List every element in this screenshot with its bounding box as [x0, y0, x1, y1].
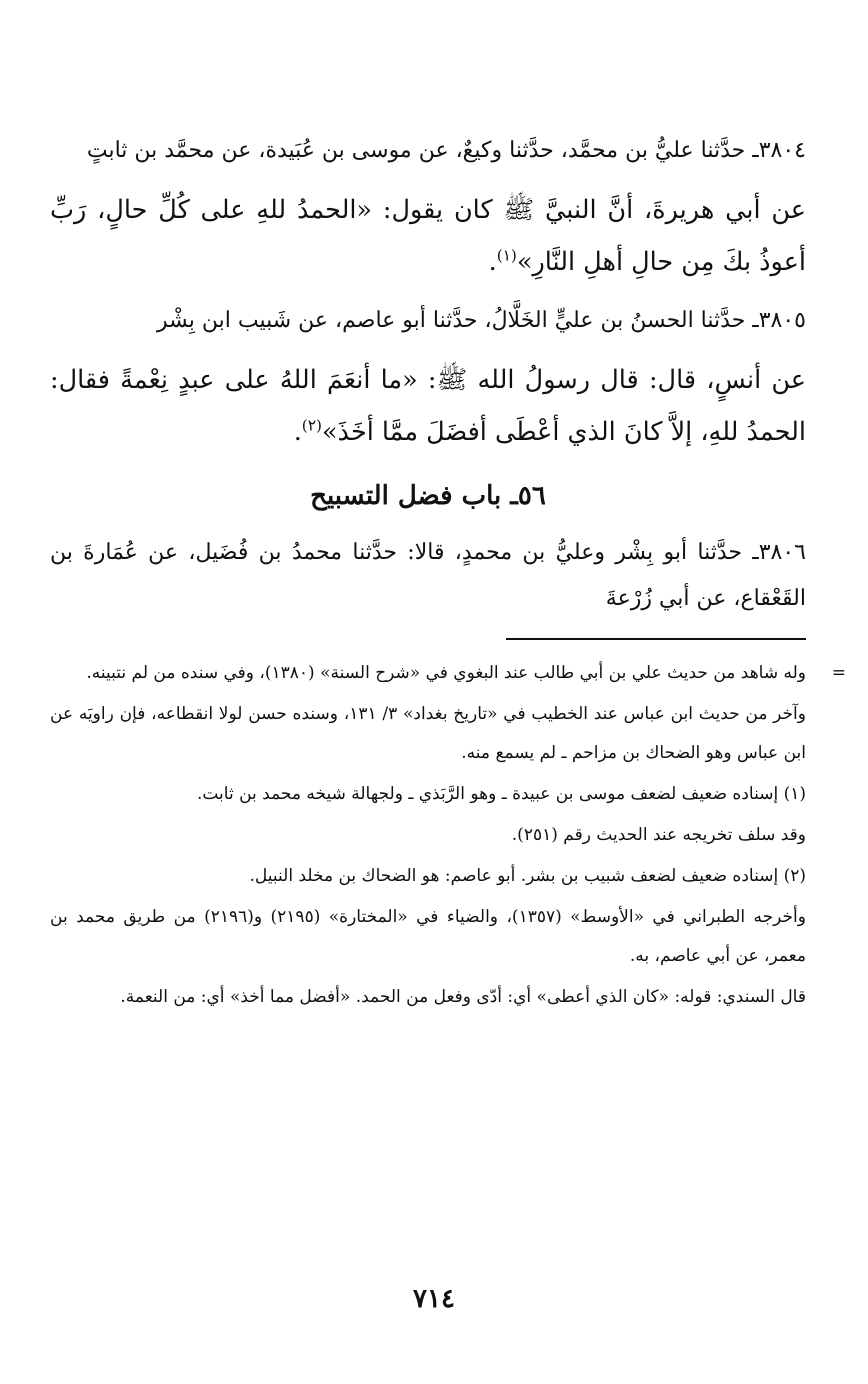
footnote-line: وأخرجه الطبراني في «الأوسط» (١٣٥٧)، والضياء في «المختارة» (٢١٩٥) و(٢١٩٦) من طريق محمد بن معمر، عن أبي عاصم، به.: [50, 907, 806, 966]
hadith-3804-matn-text: عن أبي هريرةَ، أنَّ النبيَّ ﷺ كان يقول: «الحمدُ للهِ على كُلِّ حالٍ، رَبِّ أعوذُ بكَ مِن حالِ أهلِ النَّارِ»: [50, 195, 806, 277]
footnote-line: وقد سلف تخريجه عند الحديث رقم (٢٥١).: [511, 825, 806, 845]
hadith-3805-end: .: [293, 417, 302, 447]
footnote-ref-1[interactable]: (١): [496, 246, 517, 265]
book-page: [50, 128, 846, 1019]
page-number: ٧١٤: [413, 1284, 455, 1314]
hadith-3805-matn: [50, 354, 806, 458]
hadith-3805-matn-text: عن أنسٍ، قال: قال رسولُ الله ﷺ: «ما أنعَمَ اللهُ على عبدٍ نِعْمةً فقال: الحمدُ للهِ، إلاَّ كانَ الذي أعْطَى أفضَلَ ممَّا أخَذَ»: [50, 365, 806, 447]
hadith-3804-end: .: [488, 247, 497, 277]
footnote-line: قال السندي: قوله: «كان الذي أعطى» أي: أدّى وفعل من الحمد. «أفضل مما أخذ» أي: من النعمة.: [120, 987, 806, 1007]
footnote-divider: [506, 638, 806, 640]
continuation-mark: =: [831, 663, 846, 683]
footnote-1: (١) إسناده ضعيف لضعف موسى بن عبيدة ـ وهو الرَّبَذي ـ ولجهالة شيخه محمد بن ثابت.: [196, 784, 806, 804]
hadith-3805-isnad: ٣٨٠٥ـ حدَّثنا الحسنُ بن عليٍّ الخَلَّالُ، حدَّثنا أبو عاصم، عن شَبيب ابن بِشْر: [157, 308, 806, 333]
hadith-3804-matn: [50, 184, 806, 288]
footnotes-section: [50, 654, 846, 1017]
chapter-title: ٥٦ـ باب فضل التسبيح: [310, 481, 546, 511]
footnote-line: [50, 654, 846, 693]
footnote-line-text: وله شاهد من حديث علي بن أبي طالب عند البغوي في «شرح السنة» (١٣٨٠)، وفي سنده من لم نتبينه.: [86, 663, 806, 683]
hadith-3804-isnad: ٣٨٠٤ـ حدَّثنا عليُّ بن محمَّد، حدَّثنا وكيعٌ، عن موسى بن عُبَيدة، عن محمَّد بن ثابتٍ: [86, 138, 806, 163]
footnote-ref-2[interactable]: (٢): [301, 416, 322, 435]
footnote-line: وآخر من حديث ابن عباس عند الخطيب في «تاريخ بغداد» ٣/ ١٣١، وسنده حسن لولا انقطاعه، فإن راويَه عن ابن عباس وهو الضحاك بن مزاحم ـ لم يسمع منه.: [50, 704, 806, 763]
footnote-2: (٢) إسناده ضعيف لضعف شبيب بن بشر. أبو عاصم: هو الضحاك بن مخلد النبيل.: [249, 866, 806, 886]
hadith-3806-isnad: ٣٨٠٦ـ حدَّثنا أبو بِشْر وعليُّ بن محمدٍ، قالا: حدَّثنا محمدُ بن فُضَيل، عن عُمَارةَ بن القَعْقاع، عن أبي زُرْعةَ: [50, 540, 806, 611]
